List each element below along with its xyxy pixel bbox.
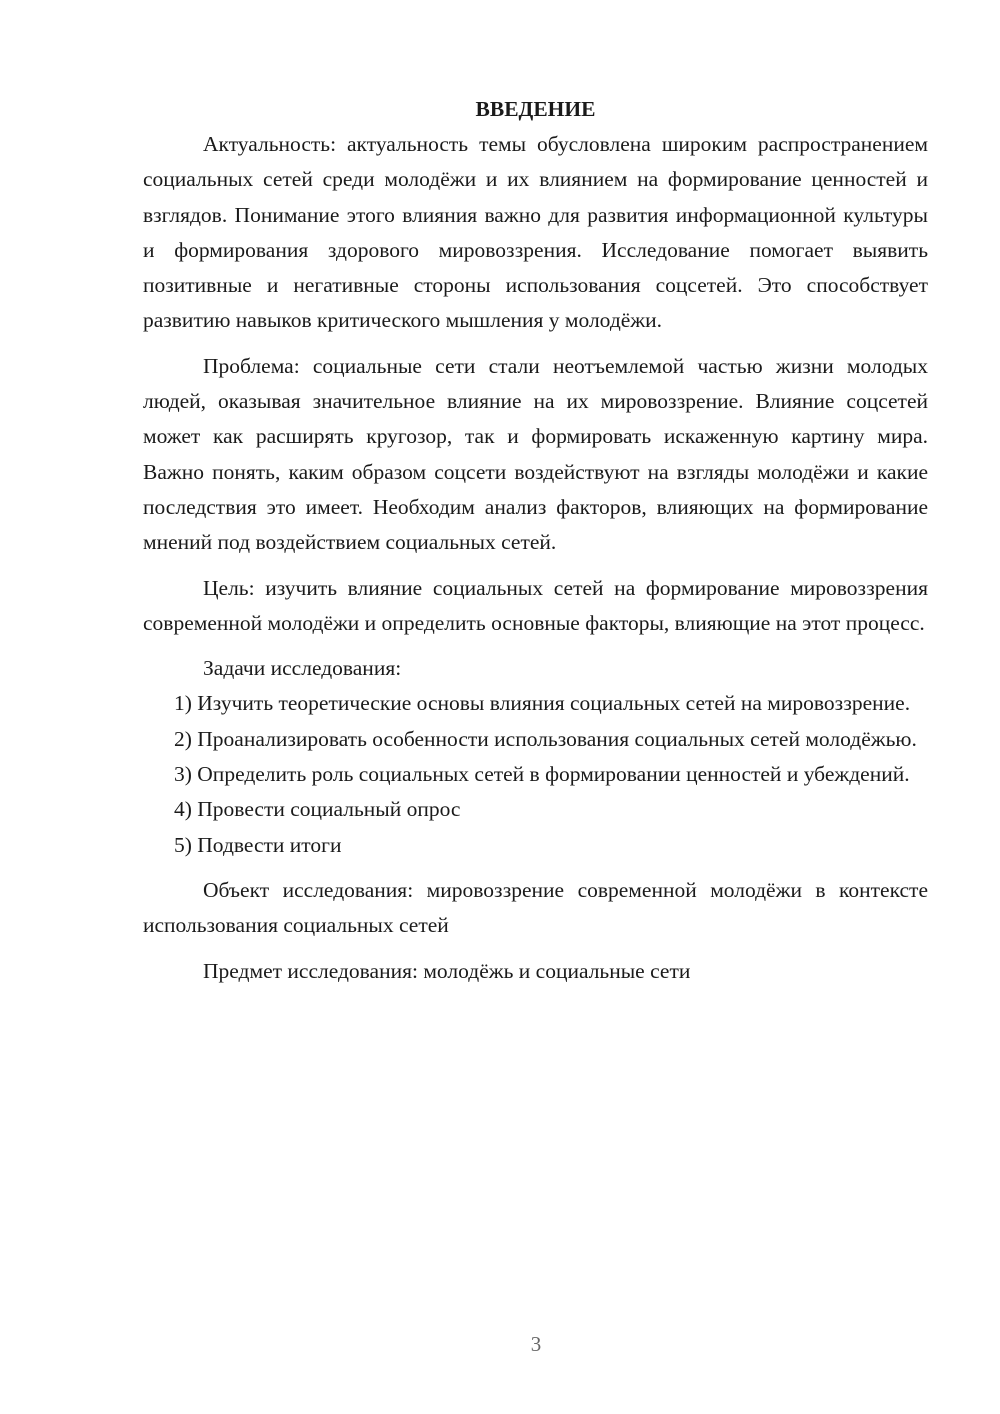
task-item-4: 4) Провести социальный опрос <box>174 797 461 822</box>
object-paragraph: Объект исследования: мировоззрение современной молодёжи в контексте использования социальных сетей <box>143 877 928 938</box>
document-page <box>143 92 928 989</box>
task-item-2: 2) Проанализировать особенности использования социальных сетей молодёжью. <box>174 726 917 751</box>
subject-paragraph: Предмет исследования: молодёжь и социальные сети <box>203 958 691 983</box>
task-item-5: 5) Подвести итоги <box>174 832 342 857</box>
page-number: 3 <box>530 1332 542 1356</box>
tasks-heading: Задачи исследования: <box>203 656 402 681</box>
goal-paragraph: Цель: изучить влияние социальных сетей на формирование мировоззрения современной молодёжи и определить основные факторы, влияющие на этот процесс. <box>143 575 928 635</box>
section-title: ВВЕДЕНИЕ <box>475 97 596 121</box>
task-item-3: 3) Определить роль социальных сетей в формировании ценностей и убеждений. <box>174 762 910 787</box>
problem-paragraph: Проблема: социальные сети стали неотъемлемой частью жизни молодых людей, оказывая значительное влияние на их мировоззрение. Влияние соцсетей может как расширять кругозор, так и формировать искаженную картину мира. Важно понять, каким образом соцсети воздействуют на взгляды молодёжи и какие последствия это имеет. Необходим анализ факторов, влияющих на формирование мнений под воздействием социальных сетей. <box>143 353 928 555</box>
relevance-paragraph: Актуальность: актуальность темы обусловлена широким распространением социальных сетей среди молодёжи и их влиянием на формирование ценностей и взглядов. Понимание этого влияния важно для развития информационной культуры и формирования здорового мировоззрения. Исследование помогает выявить позитивные и негативные стороны использования соцсетей. Это способствует развитию навыков критического мышления у молодёжи. <box>143 132 928 333</box>
task-item-1: 1) Изучить теоретические основы влияния социальных сетей на мировоззрение. <box>174 691 911 716</box>
